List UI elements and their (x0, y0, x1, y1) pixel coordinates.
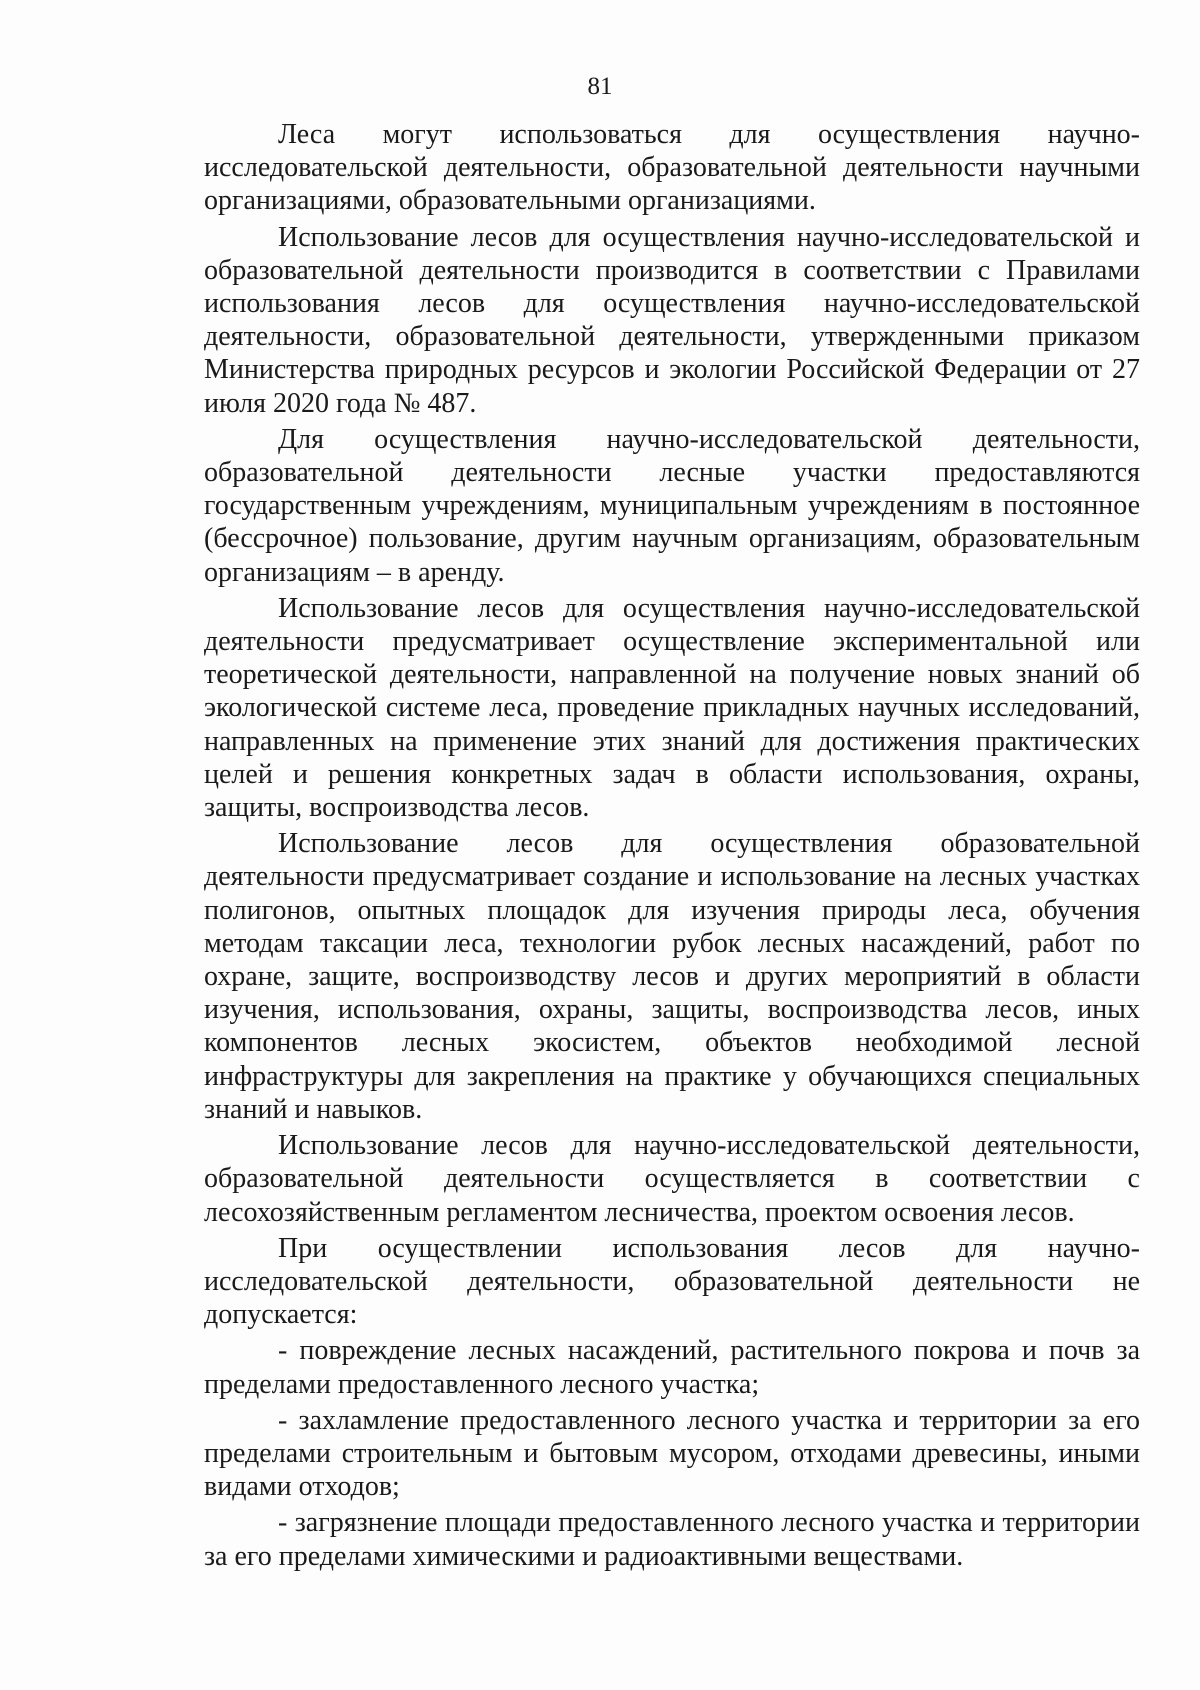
paragraph-2: Использование лесов для осуществления научно-исследовательской и образовательной деятельности производится в соответствии с Правилами использования лесов для осуществления научно-исследовательской деятельности, образовательной деятельности, утвержденными приказом Министерства природных ресурсов и экологии Российской Федерации от 27 июля 2020 года № 487. (204, 221, 1140, 419)
body-text (204, 118, 1140, 1573)
paragraph-4: Использование лесов для осуществления научно-исследовательской деятельности предусматривает осуществление экспериментальной или теоретической деятельности, направленной на получение новых знаний об экологической системе леса, проведение прикладных научных исследований, направленных на применение этих знаний для достижения практических целей и решения конкретных задач в области использования, охраны, защиты, воспроизводства лесов. (204, 592, 1140, 824)
list-item-1: - повреждение лесных насаждений, растительного покрова и почв за пределами предоставленного лесного участка; (204, 1335, 1140, 1400)
paragraph-5: Использование лесов для осуществления образовательной деятельности предусматривает создание и использование на лесных участках полигонов, опытных площадок для изучения природы леса, обучения методам таксации леса, технологии рубок лесных насаждений, работ по охране, защите, воспроизводству лесов и других мероприятий в области изучения, использования, охраны, защиты, воспроизводства лесов, иных компонентов лесных экосистем, объектов необходимой лесной инфраструктуры для закрепления на практике у обучающихся специальных знаний и навыков. (204, 828, 1140, 1125)
paragraph-3: Для осуществления научно-исследовательской деятельности, образовательной деятельности лесные участки предоставляются государственным учреждениям, муниципальным учреждениям в постоянное (бессрочное) пользование, другим научным организациям, образовательным организациям – в аренду. (204, 423, 1140, 588)
paragraph-6: Использование лесов для научно-исследовательской деятельности, образовательной деятельности осуществляется в соответствии с лесохозяйственным регламентом лесничества, проектом освоения лесов. (204, 1130, 1140, 1228)
list-item-3: - загрязнение площади предоставленного лесного участка и территории за его пределами химическими и радиоактивными веществами. (204, 1507, 1140, 1572)
paragraph-7: При осуществлении использования лесов для научно-исследовательской деятельности, образовательной деятельности не допускается: (204, 1232, 1140, 1331)
page-number: 81 (587, 73, 613, 100)
paragraph-1: Леса могут использоваться для осуществления научно-исследовательской деятельности, образовательной деятельности научными организациями, образовательными организациями. (204, 119, 1140, 217)
list-item-2: - захламление предоставленного лесного участка и территории за его пределами строительным и бытовым мусором, отходами древесины, иными видами отходов; (204, 1404, 1140, 1503)
